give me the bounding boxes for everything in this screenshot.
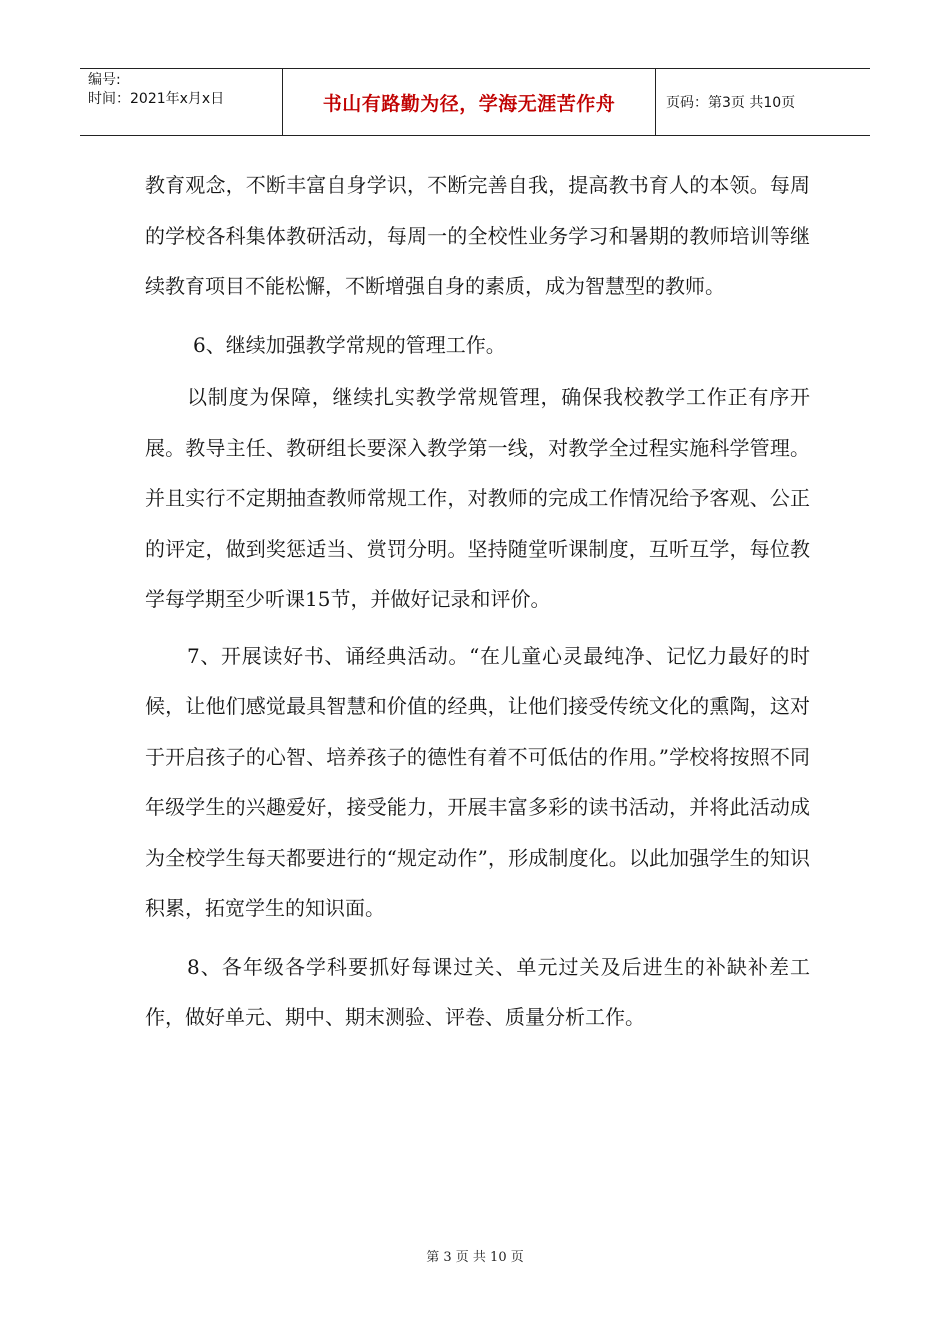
paragraph-continuation: 教育观念，不断丰富自身学识，不断完善自我，提高教书育人的本领。每周的学校各科集体教研活动，每周一的全校性业务学习和暑期的教师培训等继续教育项目不能松懈，不断增强自身的素质，成为智慧型的教师。 (145, 173, 810, 298)
paragraph-section-6: 以制度为保障，继续扎实教学常规管理，确保我校教学工作正有序开展。教导主任、教研组长要深入教学第一线，对教学全过程实施科学管理。并且实行不定期抽查教师常规工作，对教师的完成工作情况给予客观、公正的评定，做到奖惩适当、赏罚分明。坚持随堂听课制度，互听互学，每位教学每学期至少听课15节，并做好记录和评价。 (145, 385, 810, 611)
document-number-label: 编号: (88, 72, 121, 88)
paragraph-section-7: 7、开展读好书、诵经典活动。“在儿童心灵最纯净、记忆力最好的时候，让他们感觉最具智慧和价值的经典，让他们接受传统文化的熏陶，这对于开启孩子的心智、培养孩子的德性有着不可低估的作用。”学校将按照不同年级学生的兴趣爱好，接受能力，开展丰富多彩的读书活动，并将此活动成为全校学生每天都要进行的“规定动作”，形成制度化。以此加强学生的知识积累，拓宽学生的知识面。 (145, 643, 810, 920)
paragraph-section-8: 8、各年级各学科要抓好每课过关、单元过关及后进生的补缺补差工作，做好单元、期中、期末测验、评卷、质量分析工作。 (145, 954, 810, 1029)
page-header (80, 68, 870, 136)
header-page-info: 页码：第3页 共10页 (666, 95, 796, 111)
header-motto: 书山有路勤为径，学海无涯苦作舟 (283, 69, 656, 135)
header-meta (80, 69, 283, 135)
page-footer: 第 3 页 共 10 页 (426, 1250, 524, 1265)
document-date-label: 时间：2021年x月x日 (88, 91, 225, 107)
document-body (145, 160, 810, 1043)
section-heading-6: 6、继续加强教学常规的管理工作。 (193, 332, 506, 357)
